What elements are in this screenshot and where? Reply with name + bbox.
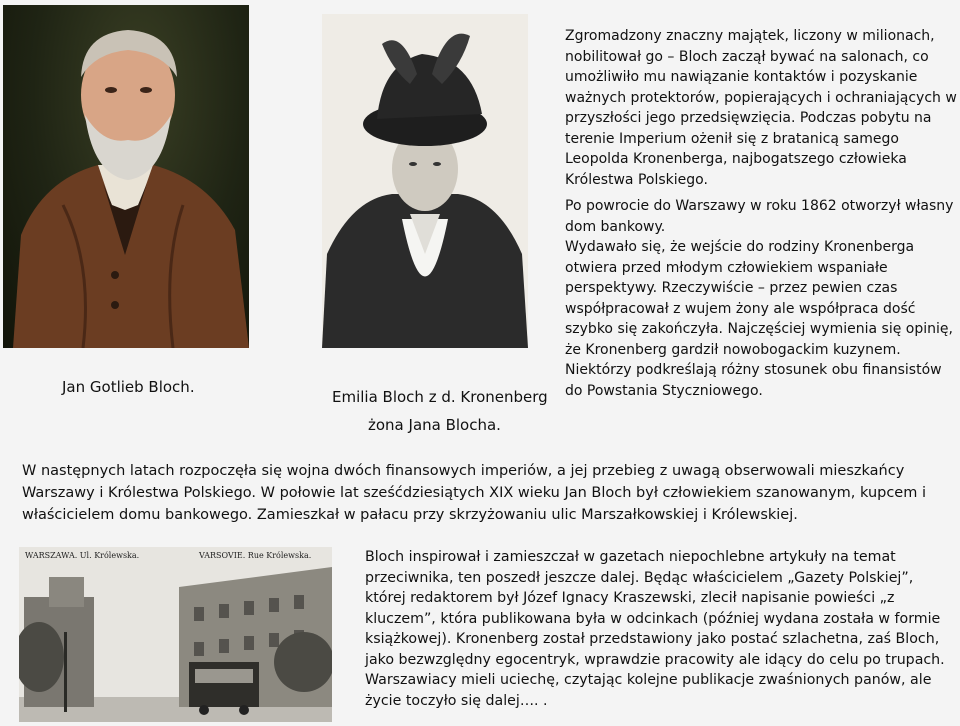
emilia-bloch-photo bbox=[322, 14, 528, 348]
emilia-bloch-caption-line2: żona Jana Blocha. bbox=[368, 416, 501, 434]
warsaw-postcard bbox=[19, 547, 332, 722]
right-paragraph-3: Wydawało się, że wejście do rodziny Kronenberga otwiera przed młodym człowiekiem wspaniałe perspektywy. Rzeczywiście – przez pewien czas współpracował z wujem żony ale współpraca dość szybko się zakończyła. Najczęściej wymienia się opinię, że Kronenberg gardził nowobogackim kuzynem. Niektórzy podkreślają różny stosunek obu finansistów do Powstania Styczniowego. bbox=[565, 239, 953, 399]
jan-bloch-portrait-art bbox=[3, 5, 249, 348]
jan-bloch-caption: Jan Gotlieb Bloch. bbox=[62, 378, 195, 396]
bottom-paragraph bbox=[365, 547, 947, 711]
right-paragraph-2: Po powrocie do Warszawy w roku 1862 otworzył własny dom bankowy. bbox=[565, 198, 954, 235]
emilia-bloch-photo-art bbox=[322, 14, 528, 348]
middle-paragraph-text: W następnych latach rozpoczęła się wojna dwóch finansowych imperiów, a jej przebieg z uwagą obserwowali mieszkańcy Warszawy i Królestwa Polskiego. W połowie lat sześćdziesiątych XIX wieku Jan Bloch był człowiekiem szanowanym, kupcem i właścicielem domu bankowego. Zamieszkał w pałacu przy skrzyżowaniu ulic Marszałkowskiej i Królewskiej. bbox=[22, 463, 926, 523]
postcard-label-right: VARSOVIE. Rue Królewska. bbox=[199, 551, 312, 560]
jan-bloch-portrait bbox=[3, 5, 249, 348]
emilia-bloch-caption-line1: Emilia Bloch z d. Kronenberg bbox=[332, 388, 548, 406]
bottom-paragraph-text: Bloch inspirował i zamieszczał w gazetach niepochlebne artykuły na temat przeciwnika, ten poszedł jeszcze dalej. Będąc właścicielem „Gazety Polskiej”, której redaktorem był Józef Ignacy Kraszewski, zlecił napisanie powieści „z kluczem”, która publikowana była w odcinkach (później wydana została w formie książkowej). Kronenberg został przedstawiony jako postać szlachetna, zaś Bloch, jako bezwzględny egocentryk, wprawdzie pracowity ale idący do celu po trupach. Warszawiacy mieli uciechę, czytając kolejne publikacje zwaśnionych panów, ale życie toczyło się dalej…. . bbox=[365, 549, 945, 709]
warsaw-postcard-art bbox=[19, 547, 332, 722]
right-column-text bbox=[565, 26, 957, 401]
right-paragraph-1: Zgromadzony znaczny majątek, liczony w milionach, nobilitował go – Bloch zaczął bywać na salonach, co umożliwiło mu nawiązanie kontaktów i pozyskanie ważnych protektorów, popierających i ochraniających w przyszłości jego przedsięwzięcia. Podczas pobytu na terenie Imperium ożenił się z bratanicą samego Leopolda Kronenberga, najbogatszego człowieka Królestwa Polskiego. bbox=[565, 28, 957, 188]
postcard-label-left: WARSZAWA. Ul. Królewska. bbox=[25, 551, 140, 560]
middle-paragraph bbox=[22, 460, 940, 526]
